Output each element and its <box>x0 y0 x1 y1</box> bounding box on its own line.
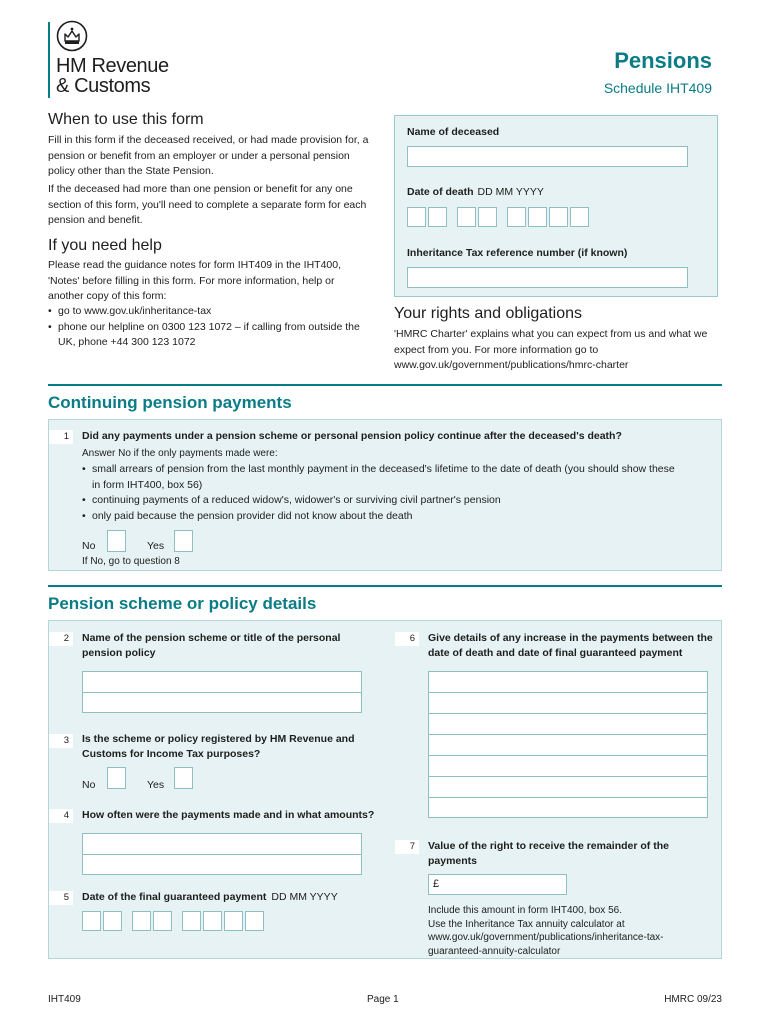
form-title: Pensions <box>614 48 712 73</box>
no-checkbox[interactable] <box>107 530 126 552</box>
payment-frequency-input <box>82 833 362 875</box>
final-payment-year <box>182 911 266 936</box>
question-5-hint: DD MM YYYY <box>271 891 338 903</box>
iht-reference-input[interactable] <box>407 267 688 288</box>
final-payment-day <box>82 911 124 936</box>
payment-increase-details-input <box>428 671 708 818</box>
scheme-details-title: Pension scheme or policy details <box>48 594 317 613</box>
date-digit-box[interactable] <box>570 207 589 227</box>
date-digit-box[interactable] <box>549 207 568 227</box>
rights-heading: Your rights and obligations <box>394 305 582 322</box>
final-payment-month <box>132 911 174 936</box>
question-7-text: Value of the right to receive the remainder of the payments <box>428 840 669 867</box>
remainder-value-input[interactable] <box>428 874 567 895</box>
help-bullet-website: • go to www.gov.uk/inheritance-tax <box>48 304 368 320</box>
text-input-line[interactable] <box>82 671 362 692</box>
question-number: 4 <box>49 809 73 823</box>
date-digit-box[interactable] <box>224 911 243 931</box>
text-input-line[interactable] <box>428 734 708 755</box>
no-label: No <box>82 540 96 552</box>
question-1-goto-note: If No, go to question 8 <box>82 556 180 567</box>
brand-name <box>56 56 169 96</box>
question-number: 2 <box>49 632 73 646</box>
scheme-details-panel <box>48 620 722 959</box>
date-digit-box[interactable] <box>507 207 526 227</box>
yes-checkbox[interactable] <box>174 530 193 552</box>
question-5-text <box>82 890 382 905</box>
question-number: 6 <box>395 632 419 646</box>
rights-para: 'HMRC Charter' explains what you can expect from us and what we expect from you. For more information go to www.gov.uk/government/publications/hmrc-charter <box>394 328 708 371</box>
form-version: HMRC 09/23 <box>664 994 722 1005</box>
final-payment-date-input <box>82 911 274 936</box>
question-number: 3 <box>49 734 73 748</box>
date-digit-box[interactable] <box>457 207 476 227</box>
date-of-death-day <box>407 207 449 232</box>
iht-reference-label: Inheritance Tax reference number (if known) <box>407 247 628 259</box>
yes-label: Yes <box>147 779 165 791</box>
question-3-text: Is the scheme or policy registered by HM Revenue and Customs for Income Tax purposes? <box>82 733 355 760</box>
text-input-line[interactable] <box>428 713 708 734</box>
brand-line-1: HM Revenue <box>56 55 169 77</box>
when-to-use-para-1: Fill in this form if the deceased received, or had made provision for, a pension or benefit from an employer or under a personal pension policy other than the State Pension. <box>48 134 369 177</box>
name-of-deceased-label: Name of deceased <box>407 126 500 138</box>
date-digit-box[interactable] <box>132 911 151 931</box>
text-input-line[interactable] <box>428 692 708 713</box>
date-digit-box[interactable] <box>103 911 122 931</box>
no-checkbox[interactable] <box>107 767 126 789</box>
brand-stripe <box>48 22 50 98</box>
section-divider <box>48 384 722 386</box>
question-number: 7 <box>395 840 419 854</box>
question-2-text: Name of the pension scheme or title of the personal pension policy <box>82 632 341 659</box>
date-of-death-month <box>457 207 499 232</box>
when-to-use-heading: When to use this form <box>48 111 204 128</box>
when-to-use-para-2: If the deceased had more than one pension or benefit for any one section of this form, you'll need to complete a separate form for each pension and benefit. <box>48 183 367 226</box>
date-digit-box[interactable] <box>478 207 497 227</box>
date-digit-box[interactable] <box>82 911 101 931</box>
question-number: 5 <box>49 891 73 905</box>
pound-sign: £ <box>433 878 440 890</box>
question-4-text: How often were the payments made and in what amounts? <box>82 809 375 821</box>
section-divider <box>48 585 722 587</box>
date-digit-box[interactable] <box>528 207 547 227</box>
question-1-panel <box>48 419 722 571</box>
exception-bullet: • small arrears of pension from the last monthly payment in the deceased's lifetime to the date of death (you should show these in form IHT400, box 56) <box>82 462 682 493</box>
text-input-line[interactable] <box>428 671 708 692</box>
question-7-note-1: Include this amount in form IHT400, box 56. <box>428 905 622 916</box>
date-digit-box[interactable] <box>407 207 426 227</box>
question-7-note-2: Use the Inheritance Tax annuity calculator at www.gov.uk/government/publications/inheritance-tax-guaranteed-annuity-calculator <box>428 918 664 957</box>
text-input-line[interactable] <box>82 854 362 875</box>
help-bullet-phone: • phone our helpline on 0300 123 1072 – if calling from outside the UK, phone +44 300 123 1072 <box>48 320 368 351</box>
question-number: 1 <box>49 430 73 444</box>
exception-bullet: • continuing payments of a reduced widow's, widower's or surviving civil partner's pension <box>82 493 682 509</box>
date-digit-box[interactable] <box>182 911 201 931</box>
date-of-death-label <box>407 186 544 198</box>
date-of-death-label-text: Date of death <box>407 186 474 198</box>
question-7-notes <box>428 904 713 958</box>
date-digit-box[interactable] <box>203 911 222 931</box>
date-digit-box[interactable] <box>428 207 447 227</box>
help-list <box>48 304 368 351</box>
name-of-deceased-input[interactable] <box>407 146 688 167</box>
question-1-intro: Answer No if the only payments made were: <box>82 448 278 459</box>
date-digit-box[interactable] <box>245 911 264 931</box>
deceased-details-panel <box>394 115 718 297</box>
form-code: IHT409 <box>48 994 81 1005</box>
question-5-label: Date of the final guaranteed payment <box>82 891 267 903</box>
continuing-payments-title: Continuing pension payments <box>48 393 292 412</box>
text-input-line[interactable] <box>428 776 708 797</box>
help-heading: If you need help <box>48 237 162 254</box>
scheme-name-input <box>82 671 362 713</box>
text-input-line[interactable] <box>82 833 362 854</box>
page-number: Page 1 <box>367 994 399 1005</box>
yes-checkbox[interactable] <box>174 767 193 789</box>
yes-label: Yes <box>147 540 165 552</box>
date-of-death-hint: DD MM YYYY <box>477 186 544 198</box>
form-subtitle: Schedule IHT409 <box>603 80 712 96</box>
text-input-line[interactable] <box>428 797 708 818</box>
brand-line-2: & Customs <box>56 75 151 97</box>
text-input-line[interactable] <box>82 692 362 713</box>
question-1-text: Did any payments under a pension scheme or personal pension policy continue after the deceased's death? <box>82 430 622 442</box>
date-of-death-year <box>507 207 591 232</box>
exception-bullet: • only paid because the pension provider did not know about the death <box>82 509 682 525</box>
question-1-exceptions <box>82 462 682 524</box>
royal-crest-icon <box>56 20 88 52</box>
help-para: Please read the guidance notes for form IHT409 in the IHT400, 'Notes' before filling in this form. For more information, help or another copy of this form: <box>48 259 342 302</box>
date-digit-box[interactable] <box>153 911 172 931</box>
text-input-line[interactable] <box>428 755 708 776</box>
date-of-death-input <box>407 207 599 232</box>
no-label: No <box>82 779 96 791</box>
question-6-text: Give details of any increase in the payments between the date of death and date of final guaranteed payment <box>428 632 713 659</box>
